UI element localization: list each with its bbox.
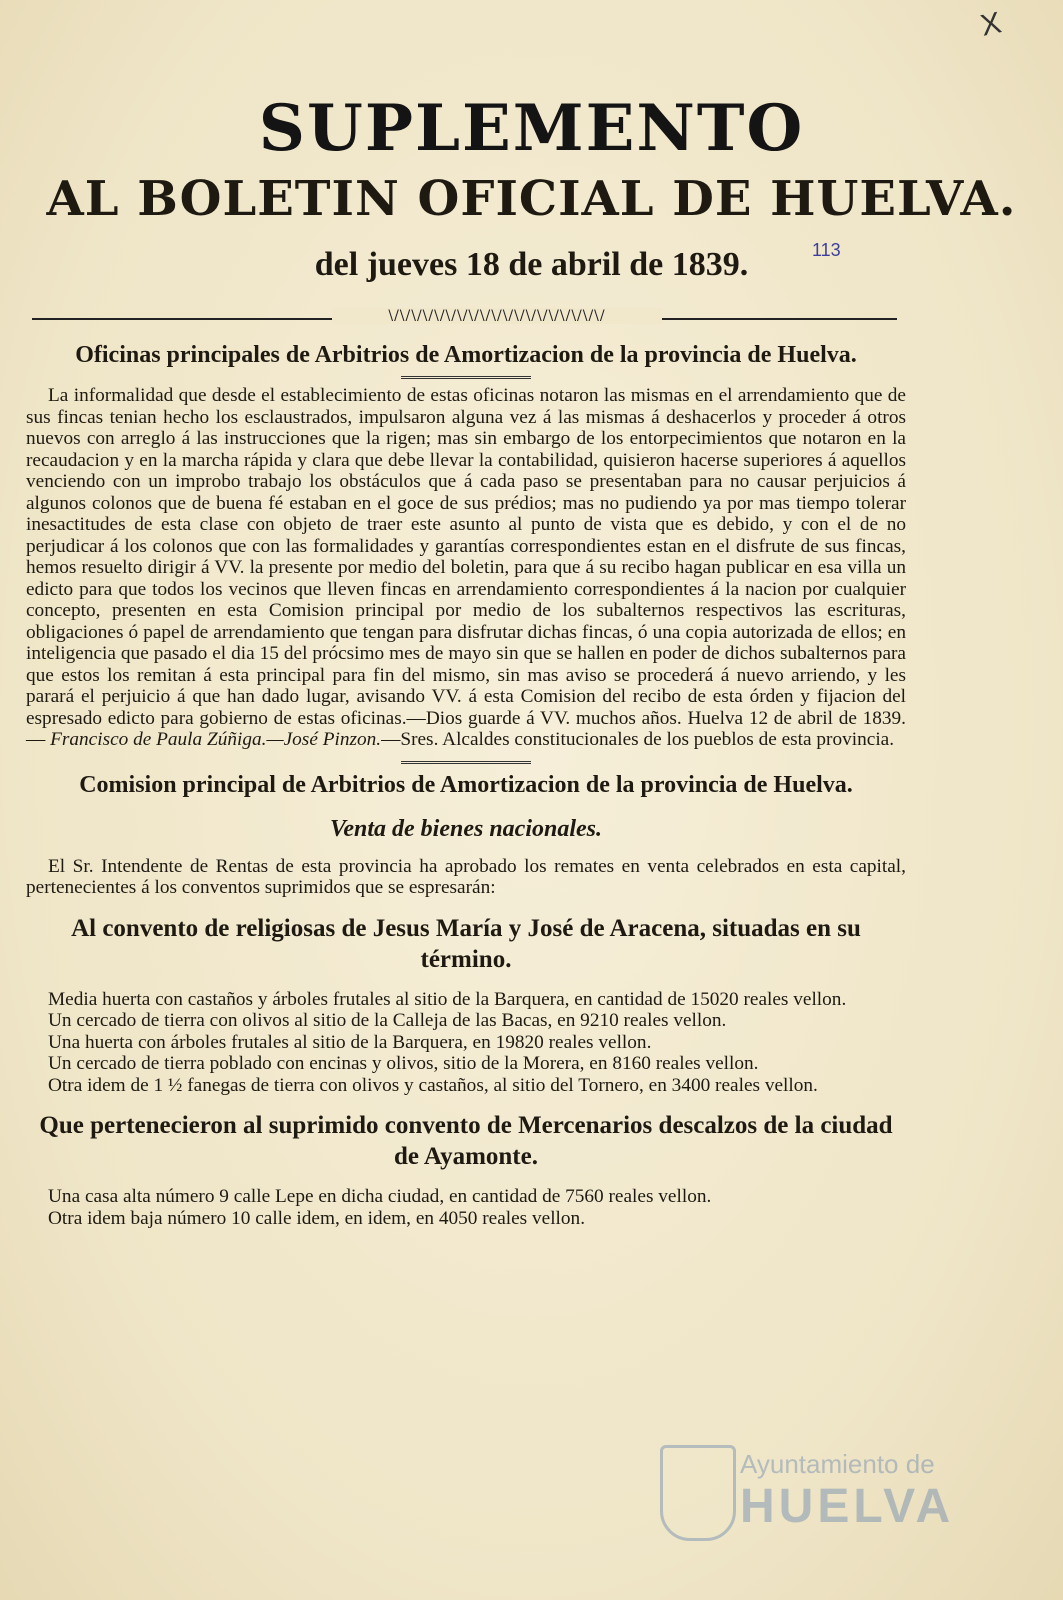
section2-heading: Comision principal de Arbitrios de Amortizacion de la provincia de Huelva. xyxy=(79,771,853,798)
masthead-title: SUPLEMENTO xyxy=(258,91,805,166)
group2-title: Que pertenecieron al suprimido convento de Mercenarios descalzos de la ciudad de Ayamonte. xyxy=(39,1112,893,1170)
archive-watermark xyxy=(660,1425,990,1545)
watermark-line1: Ayuntamiento de xyxy=(740,1449,935,1479)
page-number-stamp: 113 xyxy=(812,240,841,260)
section1-heading: Oficinas principales de Arbitrios de Amortizacion de la provincia de Huelva. xyxy=(75,342,857,368)
list-item: Un cercado de tierra con olivos al sitio de la Calleja de las Bacas, en 9210 reales vellon. xyxy=(48,1010,727,1031)
rule-ornament: \/\/\/\/\/\/\/\/\/\/\/\/\/\/\/\/\/\/\/ xyxy=(332,308,662,324)
group2-list xyxy=(26,1186,906,1229)
section1-body-text: La informalidad que desde el establecimiento de estas oficinas notaron las mismas en el arrendamiento que de sus fincas tenian hecho los esclaustrados, impulsaron alguna vez á las mismas á deshacerlos y proceder á otros nuevos con arreglo á las instrucciones que la rigen; mas sin embargo de los entorpecimientos que notaron en la recaudacion y en la marcha rápida y clara que debe llevar la contabilidad, quisieron hacerse superiores á aquellos venciendo con un improbo trabajo los obstáculos que á cada paso se presentaban para no causar perjuicios á algunos colonos que de buena fé estaban en el goce de sus prédios; mas no pudiendo ya por mas tiempo tolerar inesactitudes de esta clase con objeto de traer este asunto al punto de vista que es debido, y con el de no perjudicar á los colonos que con las formalidades y garantías correspondientes estan en el disfrute de sus fincas, hemos resuelto dirigir á VV. la presente por medio del boletin, para que á su recibo hagan publicar en esa villa un edicto para que todos los vecinos que lleven fincas en arrendamiento correspondientes á la nacion por cualquier concepto, presenten en esta Comision principal por medio de los subalternos respectivos las escrituras, obligaciones ó papel de arrendamiento que tengan para disfrutar dichas fincas, ó una copia autorizada de ellos; en inteligencia que pasado el dia 15 del prócsimo mes de mayo sin que se hallen en poder de dichos subalternos para que estos los remitan á esta principal para fin del mismo, sin mas aviso se procederá á nuevo arriendo, y les parará el perjuicio á que han dado lugar, avisando VV. á esta Comision del recibo de esta órden y fijacion del espresado edicto para gobierno de estas oficinas.—Dios guarde á VV. muchos años. Huelva 12 de abril de 1839.— xyxy=(26,385,906,750)
masthead xyxy=(0,92,1063,290)
list-item: Media huerta con castaños y árboles frutales al sitio de la Barquera, en cantidad de 15020 reales vellon. xyxy=(48,988,847,1010)
group1-title: Al convento de religiosas de Jesus María y José de Aracena, situadas en su término. xyxy=(71,914,861,973)
section-separator xyxy=(401,376,531,379)
section2-subheading: Venta de bienes nacionales. xyxy=(329,815,602,842)
list-item: Otra idem baja número 10 calle idem, en idem, en 4050 reales vellon. xyxy=(48,1207,586,1229)
section1-closing: —Sres. Alcaldes constitucionales de los pueblos de esta provincia. xyxy=(381,729,895,750)
watermark-line2: HUELVA xyxy=(740,1480,955,1533)
section-separator xyxy=(401,761,531,764)
corner-handwritten-mark: X xyxy=(977,6,1005,43)
section1-signature: Francisco de Paula Zúñiga.—José Pinzon. xyxy=(50,729,382,750)
masthead-subtitle: AL BOLETIN OFICIAL DE HUELVA. xyxy=(46,171,1017,227)
masthead-date: del jueves 18 de abril de 1839. xyxy=(314,246,749,283)
ornamental-rule xyxy=(32,308,897,324)
city-shield-icon xyxy=(660,1445,736,1541)
list-item: Otra idem de 1 ½ fanegas de tierra con olivos y castaños, al sitio del Tornero, en 3400 reales vellon. xyxy=(48,1074,818,1096)
article-content xyxy=(26,340,906,1229)
list-item: Una huerta con árboles frutales al sitio de la Barquera, en 19820 reales vellon. xyxy=(48,1031,652,1053)
section1-body xyxy=(26,385,906,751)
group1-list xyxy=(26,989,906,1097)
list-item: Un cercado de tierra poblado con encinas y olivos, sitio de la Morera, en 8160 reales vellon. xyxy=(48,1053,759,1074)
section2-intro: El Sr. Intendente de Rentas de esta provincia ha aprobado los remates en venta celebrados en esta capital, pertenecientes á los conventos suprimidos que se espresarán: xyxy=(26,855,906,898)
list-item: Una casa alta número 9 calle Lepe en dicha ciudad, en cantidad de 7560 reales vellon. xyxy=(48,1186,712,1207)
